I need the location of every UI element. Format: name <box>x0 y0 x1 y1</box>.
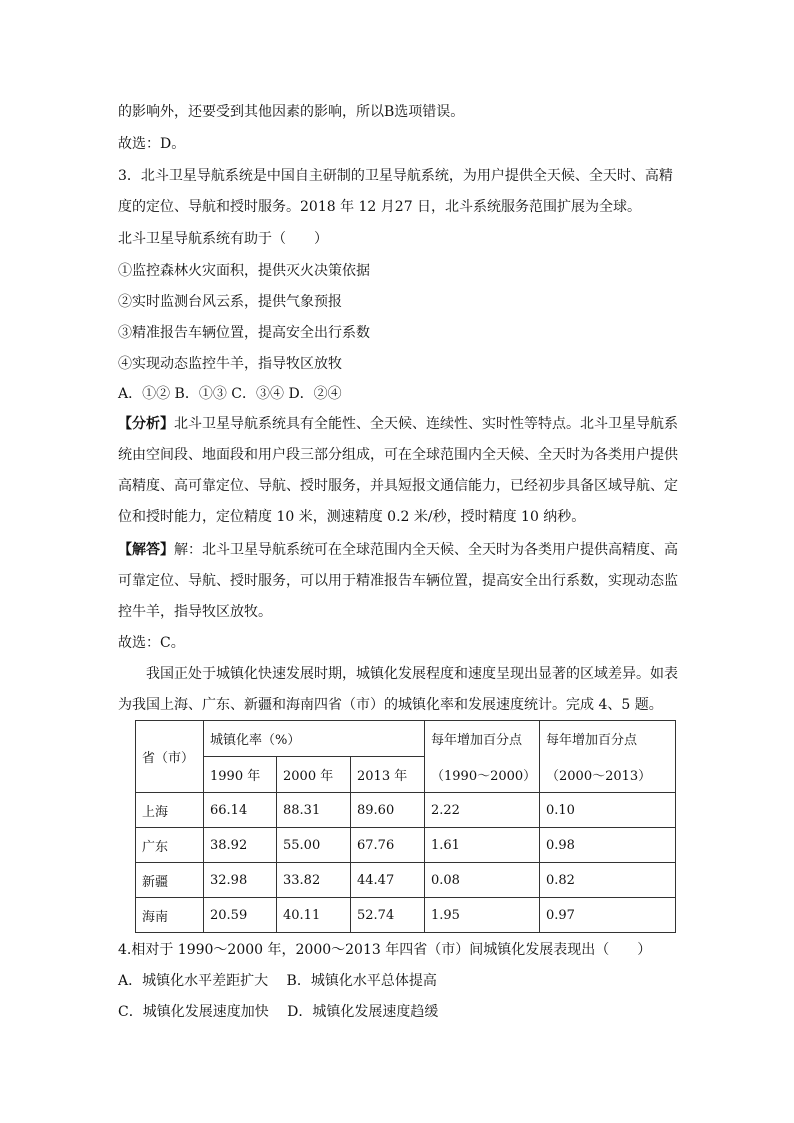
cell-province: 广东 <box>136 828 204 863</box>
cell-increase-2: 0.10 <box>540 793 676 828</box>
answer-line: 故选：D。 <box>118 136 186 152</box>
cell-increase-2: 0.82 <box>540 863 676 898</box>
analysis-text: 高精度、高可靠定位、导航、授时服务，并具短报文通信能力，已经初步具备区域导航、定 <box>118 478 678 494</box>
cell-rate-2000: 40.11 <box>277 898 351 933</box>
question-3-text: 度的定位、导航和授时服务。2018 年 12 月27 日，北斗系统服务范围扩展为全球。 <box>118 199 642 215</box>
cell-rate-1990: 32.98 <box>204 863 277 898</box>
table-row <box>136 863 676 898</box>
cell-rate-2013: 52.74 <box>351 898 425 933</box>
table-row <box>136 828 676 863</box>
answer-line: 故选：C。 <box>118 635 185 651</box>
cell-rate-2013: 89.60 <box>351 793 425 828</box>
passage-text: 我国正处于城镇化快速发展时期，城镇化发展程度和速度呈现出显著的区域差异。如表 <box>146 666 678 682</box>
option-statement: ①监控森林火灾面积，提供灭火决策依据 <box>118 263 370 279</box>
cell-rate-2000: 33.82 <box>277 863 351 898</box>
table-row <box>136 898 676 933</box>
cell-province: 新疆 <box>136 863 204 898</box>
solution-text: 可靠定位、导航、授时服务，可以用于精准报告车辆位置，提高安全出行系数，实现动态监 <box>118 573 678 589</box>
passage-text: 为我国上海、广东、新疆和海南四省（市）的城镇化率和发展速度统计。完成 4、5 题。 <box>118 697 663 713</box>
analysis-text: 位和授时能力，定位精度 10 米，测速精度 0.2 米/秒，授时精度 10 纳秒。 <box>118 509 586 525</box>
cell-increase-2: 0.98 <box>540 828 676 863</box>
header-increase-1990-2000: 每年增加百分点 <box>425 721 540 757</box>
table-header-row <box>136 721 676 757</box>
header-year-1990: 1990 年 <box>204 757 277 793</box>
cell-province: 海南 <box>136 898 204 933</box>
cell-increase-2: 0.97 <box>540 898 676 933</box>
table-header-row <box>136 757 676 793</box>
cell-rate-1990: 20.59 <box>204 898 277 933</box>
question-4-stem: 4.相对于 1990～2000 年，2000～2013 年四省（市）间城镇化发展表现出（ ） <box>118 942 652 958</box>
cell-rate-2000: 88.31 <box>277 793 351 828</box>
cell-increase-1: 1.61 <box>425 828 540 863</box>
question-4-options: A．城镇化水平差距扩大 B．城镇化水平总体提高 <box>118 973 437 989</box>
cell-rate-1990: 66.14 <box>204 793 277 828</box>
header-year-2000: 2000 年 <box>277 757 351 793</box>
analysis-text: 【分析】北斗卫星导航系统具有全能性、全天候、连续性、实时性等特点。北斗卫星导航系 <box>118 416 678 432</box>
answer-choices: A．①② B．①③ C．③④ D．②④ <box>118 386 342 402</box>
cell-increase-1: 0.08 <box>425 863 540 898</box>
cell-increase-1: 1.95 <box>425 898 540 933</box>
question-3-text: 3．北斗卫星导航系统是中国自主研制的卫星导航系统，为用户提供全天候、全天时、高精 <box>118 168 673 184</box>
solution-text: 控牛羊，指导牧区放牧。 <box>118 604 272 620</box>
cell-rate-1990: 38.92 <box>204 828 277 863</box>
header-range-1990-2000: （1990～2000） <box>425 757 540 793</box>
question-3-stem: 北斗卫星导航系统有助于（ ） <box>118 231 328 247</box>
table-row <box>136 793 676 828</box>
section-marker: 【解答】 <box>118 542 174 558</box>
cell-rate-2013: 44.47 <box>351 863 425 898</box>
question-4-options: C．城镇化发展速度加快 D．城镇化发展速度趋缓 <box>118 1004 439 1020</box>
header-range-2000-2013: （2000～2013） <box>540 757 676 793</box>
option-statement: ③精准报告车辆位置，提高安全出行系数 <box>118 325 370 341</box>
header-urbanization-rate: 城镇化率（%） <box>204 721 425 757</box>
header-province: 省（市） <box>136 721 204 793</box>
header-increase-2000-2013: 每年增加百分点 <box>540 721 676 757</box>
cell-increase-1: 2.22 <box>425 793 540 828</box>
cell-province: 上海 <box>136 793 204 828</box>
text-line: 的影响外，还要受到其他因素的影响，所以B选项错误。 <box>118 104 465 120</box>
cell-rate-2000: 55.00 <box>277 828 351 863</box>
option-statement: ②实时监测台风云系，提供气象预报 <box>118 294 342 310</box>
analysis-text: 统由空间段、地面段和用户段三部分组成，可在全球范围内全天候、全天时为各类用户提供 <box>118 447 678 463</box>
section-marker: 【分析】 <box>118 416 174 432</box>
urbanization-table <box>135 720 676 933</box>
cell-rate-2013: 67.76 <box>351 828 425 863</box>
option-statement: ④实现动态监控牛羊，指导牧区放牧 <box>118 356 342 372</box>
solution-text: 【解答】解：北斗卫星导航系统可在全球范围内全天候、全天时为各类用户提供高精度、高 <box>118 542 678 558</box>
header-year-2013: 2013 年 <box>351 757 425 793</box>
